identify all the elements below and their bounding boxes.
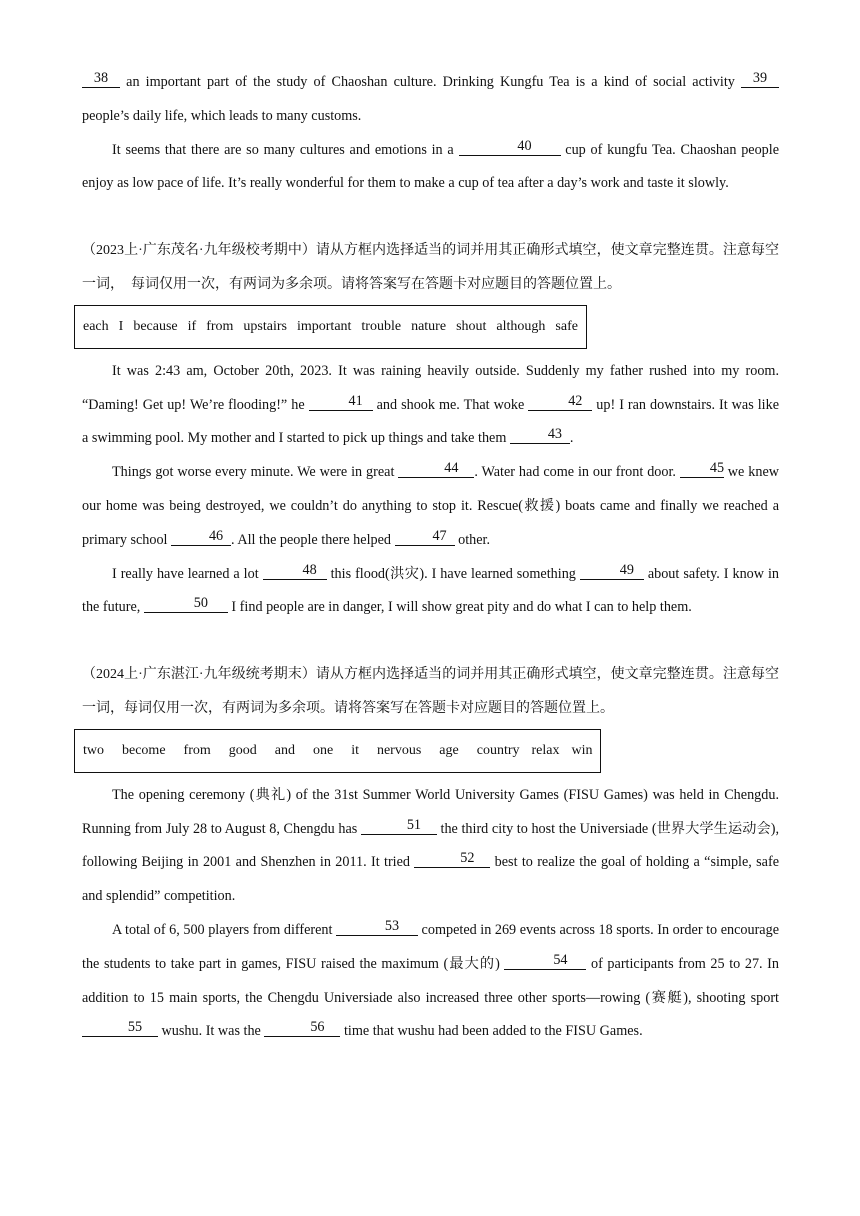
word-option: become — [122, 742, 166, 758]
section-gap — [82, 625, 779, 658]
section2-paragraph-3: I really have learned a lot 48 this flood(洪灾). I have learned something 49 about safety. I know in the future, 50 I find people are in danger, I will show great pity and do what I can to help them. — [82, 561, 780, 616]
blank-38: 38 — [82, 71, 120, 88]
word-option: nervous — [376, 742, 422, 758]
section2-word-box — [74, 305, 587, 349]
blank-46: 46 — [171, 529, 231, 546]
blank-41: 41 — [309, 394, 373, 411]
word-option: age — [439, 742, 459, 758]
section3-word-box — [74, 729, 601, 773]
blank-47: 47 — [395, 529, 455, 546]
word-option: safe — [555, 318, 578, 334]
word-option: important — [296, 318, 352, 334]
document-page — [82, 66, 779, 1049]
word-option: country — [476, 742, 520, 758]
blank-56: 56 — [264, 1020, 340, 1037]
word-option: and — [274, 742, 295, 758]
blank-40: 40 — [459, 139, 561, 156]
blank-51: 51 — [361, 818, 437, 835]
blank-55: 55 — [82, 1020, 158, 1037]
word-option: shout — [456, 318, 487, 334]
word-option: relax — [531, 742, 560, 758]
word-option: win — [571, 742, 593, 758]
word-option: two — [83, 742, 104, 758]
word-option: from — [206, 318, 234, 334]
word-option: from — [183, 742, 211, 758]
section2-paragraph-2: Things got worse every minute. We were in great 44 . Water had come in our front door. 45 we knew our home was being destroyed, we couldn’t do anything to stop it. Rescue(救援) boats came and finally we reached a primary school 46 . All the people there helped 47 other. — [82, 460, 779, 548]
blank-50: 50 — [144, 596, 228, 613]
word-option: if — [187, 318, 197, 334]
passage1-paragraph-2: It seems that there are so many cultures and emotions in a 40 cup of kungfu Tea. Chaoshan people enjoy as low pace of life. It’s really wonderful for them to make a cup of tea after a day’s work and taste it slowly. — [82, 137, 780, 192]
passage1-paragraph-1: 38 an important part of the study of Chaoshan culture. Drinking Kungfu Tea is a kind of social activity 39 people’s daily life, which leads to many customs. — [82, 66, 779, 134]
blank-42: 42 — [528, 394, 592, 411]
word-option: because — [133, 318, 178, 334]
blank-39: 39 — [741, 71, 779, 88]
section2-paragraph-1: It was 2:43 am, October 20th, 2023. It was raining heavily outside. Suddenly my father rushed into my room. “Daming! Get up! We’re flooding!” he 41 and shook me. That woke 42 up! I ran downstairs. It was like a swimming pool. My mother and I started to pick up things and take them 43 . — [82, 362, 780, 447]
section2-instruction: （2023上·广东茂名·九年级校考期中）请从方框内选择适当的词并用其正确形式填空，使文章完整连贯。注意每空一词， 每词仅用一次，有两词为多余项。请将答案写在答题卡对应题目的答题位置上。 — [82, 243, 779, 292]
section3-instruction: （2024上·广东湛江·九年级统考期末）请从方框内选择适当的词并用其正确形式填空，使文章完整连贯。注意每空一词，每词仅用一次，有两词为多余项。请将答案写在答题卡对应题目的答题位置上。 — [82, 667, 779, 716]
blank-44: 44 — [398, 461, 474, 478]
blank-45: 45 — [680, 461, 724, 478]
section3-paragraph-1: The opening ceremony (典礼) of the 31st Summer World University Games (FISU Games) was held in Chengdu. Running from July 28 to August 8, Chengdu has 51 the third city to host the Universiade (世界大学生运动会), following Beijing in 2001 and Shenzhen in 2011. It tried 52 best to realize the goal of holding a “simple, safe and splendid” competition. — [82, 786, 779, 905]
blank-43: 43 — [510, 427, 570, 444]
blank-54: 54 — [504, 953, 586, 970]
section-gap — [82, 201, 779, 234]
word-option: one — [312, 742, 334, 758]
blank-48: 48 — [263, 563, 327, 580]
word-option: trouble — [361, 318, 402, 334]
section3-paragraph-2: A total of 6, 500 players from different 53 competed in 269 events across 18 sports. In order to encourage the students to take part in games, FISU raised the maximum (最大的) 54 of participants from 25 to 27. In addition to 15 main sports, the Chengdu Universiade also increased three other sports—rowing (赛艇), shooting sport 55 wushu. It was the 56 time that wushu had been added to the FISU Games. — [82, 917, 780, 1040]
word-option: it — [351, 742, 359, 758]
blank-49: 49 — [580, 563, 644, 580]
blank-52: 52 — [414, 851, 490, 868]
word-option: each — [83, 318, 109, 334]
blank-53: 53 — [336, 919, 418, 936]
word-option: although — [496, 318, 546, 334]
word-option: I — [118, 318, 124, 334]
word-option: upstairs — [243, 318, 287, 334]
word-option: nature — [411, 318, 447, 334]
word-option: good — [228, 742, 257, 758]
